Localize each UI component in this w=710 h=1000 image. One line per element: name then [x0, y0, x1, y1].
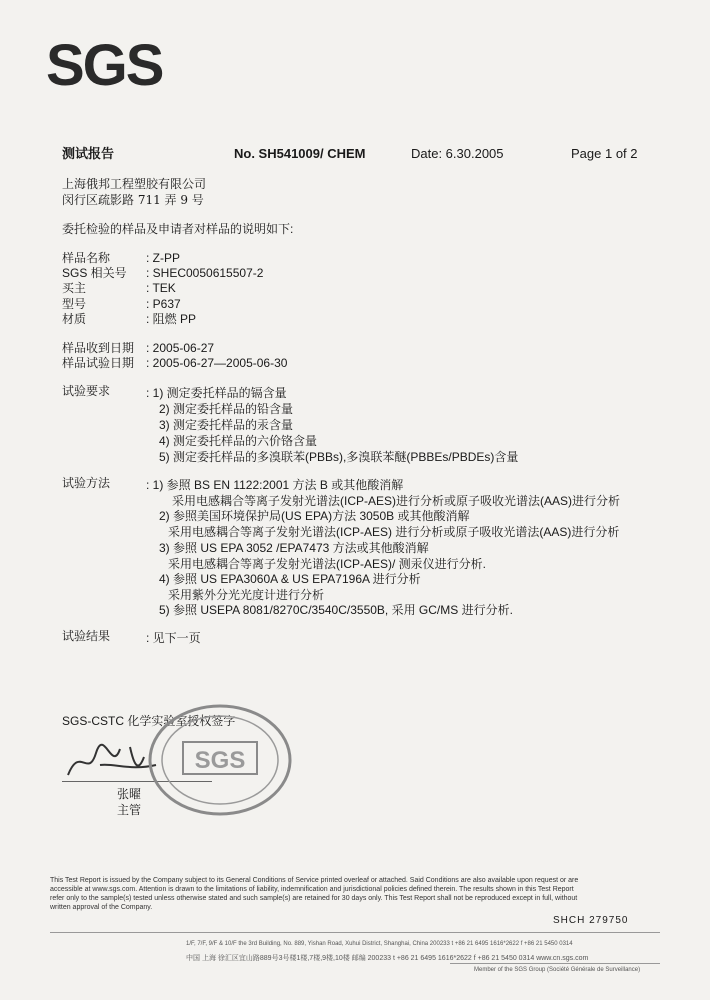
method-item: 5) 参照 USEPA 8081/8270C/3540C/3550B, 采用 GC/MS 进行分析.: [159, 603, 513, 617]
disclaimer-line: written approval of the Company.: [50, 904, 153, 911]
method-item: 采用电感耦合等离子发射光谱法(ICP-AES) 进行分析或原子吸收光谱法(AAS)进行分析: [168, 525, 620, 539]
disclaimer-line: accessible at www.sgs.com. Attention is drawn to the limitations of liability, indemnification and jurisdictional policies defined therein. The results shown in this Test Report: [50, 886, 574, 893]
method-item: 采用电感耦合等离子发射光谱法(ICP-AES)/ 测汞仪进行分析.: [168, 557, 487, 571]
method-item: : 1) 参照 BS EN 1122:2001 方法 B 或其他酸消解: [146, 478, 404, 492]
method-item: 3) 参照 US EPA 3052 /EPA7473 方法或其他酸消解: [159, 541, 429, 555]
date-label: 样品试验日期: [62, 356, 135, 370]
requirement-item: 3) 测定委托样品的汞含量: [159, 418, 294, 432]
date-value: : 2005-06-27—2005-06-30: [146, 356, 288, 370]
method-item: 采用电感耦合等离子发射光谱法(ICP-AES)进行分析或原子吸收光谱法(AAS)进行分析: [172, 494, 621, 508]
member-text: Member of the SGS Group (Société Générale de Surveillance): [474, 967, 641, 973]
sample-label: 材质: [62, 312, 87, 326]
address-english: 1/F, 7/F, 9/F & 10/F the 3rd Building, No. 889, Yishan Road, Xuhui District, Shanghai, China 200233 t +86 21 6495 1616*2622 f +86 21 5450 0314: [186, 941, 573, 947]
report-title: 测试报告: [62, 146, 115, 161]
results-label: 试验结果: [62, 629, 111, 643]
report-date: Date: 6.30.2005: [411, 146, 504, 161]
requirement-item: 5) 测定委托样品的多溴联苯(PBBs),多溴联苯醚(PBBEs/PBDEs)含量: [159, 450, 519, 464]
serial-number: SHCH 279750: [553, 915, 629, 926]
method-item: 采用紫外分光光度计进行分析: [168, 588, 325, 602]
sample-value: : TEK: [146, 281, 176, 295]
sample-value: : Z-PP: [146, 251, 181, 265]
member-divider: [450, 963, 660, 964]
requirement-item: : 1) 测定委托样品的镉含量: [146, 386, 287, 400]
signature-caption: SGS-CSTC 化学实验室授权签字: [62, 714, 236, 728]
method-item: 2) 参照美国环境保护局(US EPA)方法 3050B 或其他酸消解: [159, 509, 470, 523]
official-stamp: [145, 700, 295, 820]
address-chinese: 中国 上海 徐汇区宜山路889号3号楼1楼,7楼,9楼,10楼 邮编 200233 t +86 21 6495 1616*2622 f +86 21 5450 0314 www.cn.sgs.com: [186, 955, 589, 962]
stamp-text: SGS: [194, 747, 246, 774]
sample-value: : P637: [146, 297, 181, 311]
disclaimer-line: This Test Report is issued by the Company subject to its General Conditions of Service printed overleaf or attached. Said Conditions are also available upon request or are: [50, 877, 579, 884]
client-address: 闵行区疏影路 711 弄 9 号: [62, 193, 204, 207]
sample-value: : SHEC0050615507-2: [146, 266, 264, 280]
signatory-name: 张曜: [117, 787, 142, 801]
requirement-item: 4) 测定委托样品的六价铬含量: [159, 434, 318, 448]
disclaimer-line: refer only to the sample(s) tested unless otherwise stated and such sample(s) are retained for 30 days only. This Test Report shall not be reproduced except in full, without: [50, 895, 578, 902]
footer-disclaimer: [50, 876, 660, 912]
results-value: : 见下一页: [146, 631, 201, 645]
sample-label: 型号: [62, 297, 87, 311]
client-name: 上海俄邦工程塑胶有限公司: [62, 177, 207, 191]
sgs-logo: SGS: [46, 33, 163, 98]
report-number: No. SH541009/ CHEM: [234, 146, 366, 161]
footer-divider: [50, 932, 660, 933]
requirements-label: 试验要求: [62, 384, 111, 398]
date-label: 样品收到日期: [62, 341, 135, 355]
sample-label: 买主: [62, 281, 87, 295]
sample-label: SGS 相关号: [62, 266, 127, 280]
sample-label: 样品名称: [62, 251, 111, 265]
sample-value: : 阻燃 PP: [146, 312, 197, 326]
intro-text: 委托检验的样品及申请者对样品的说明如下:: [62, 222, 294, 236]
signatory-title: 主管: [117, 803, 142, 817]
method-item: 4) 参照 US EPA3060A & US EPA7196A 进行分析: [159, 572, 421, 586]
methods-label: 试验方法: [62, 476, 111, 490]
requirement-item: 2) 测定委托样品的铅含量: [159, 402, 294, 416]
page-number: Page 1 of 2: [571, 146, 638, 161]
date-value: : 2005-06-27: [146, 341, 215, 355]
